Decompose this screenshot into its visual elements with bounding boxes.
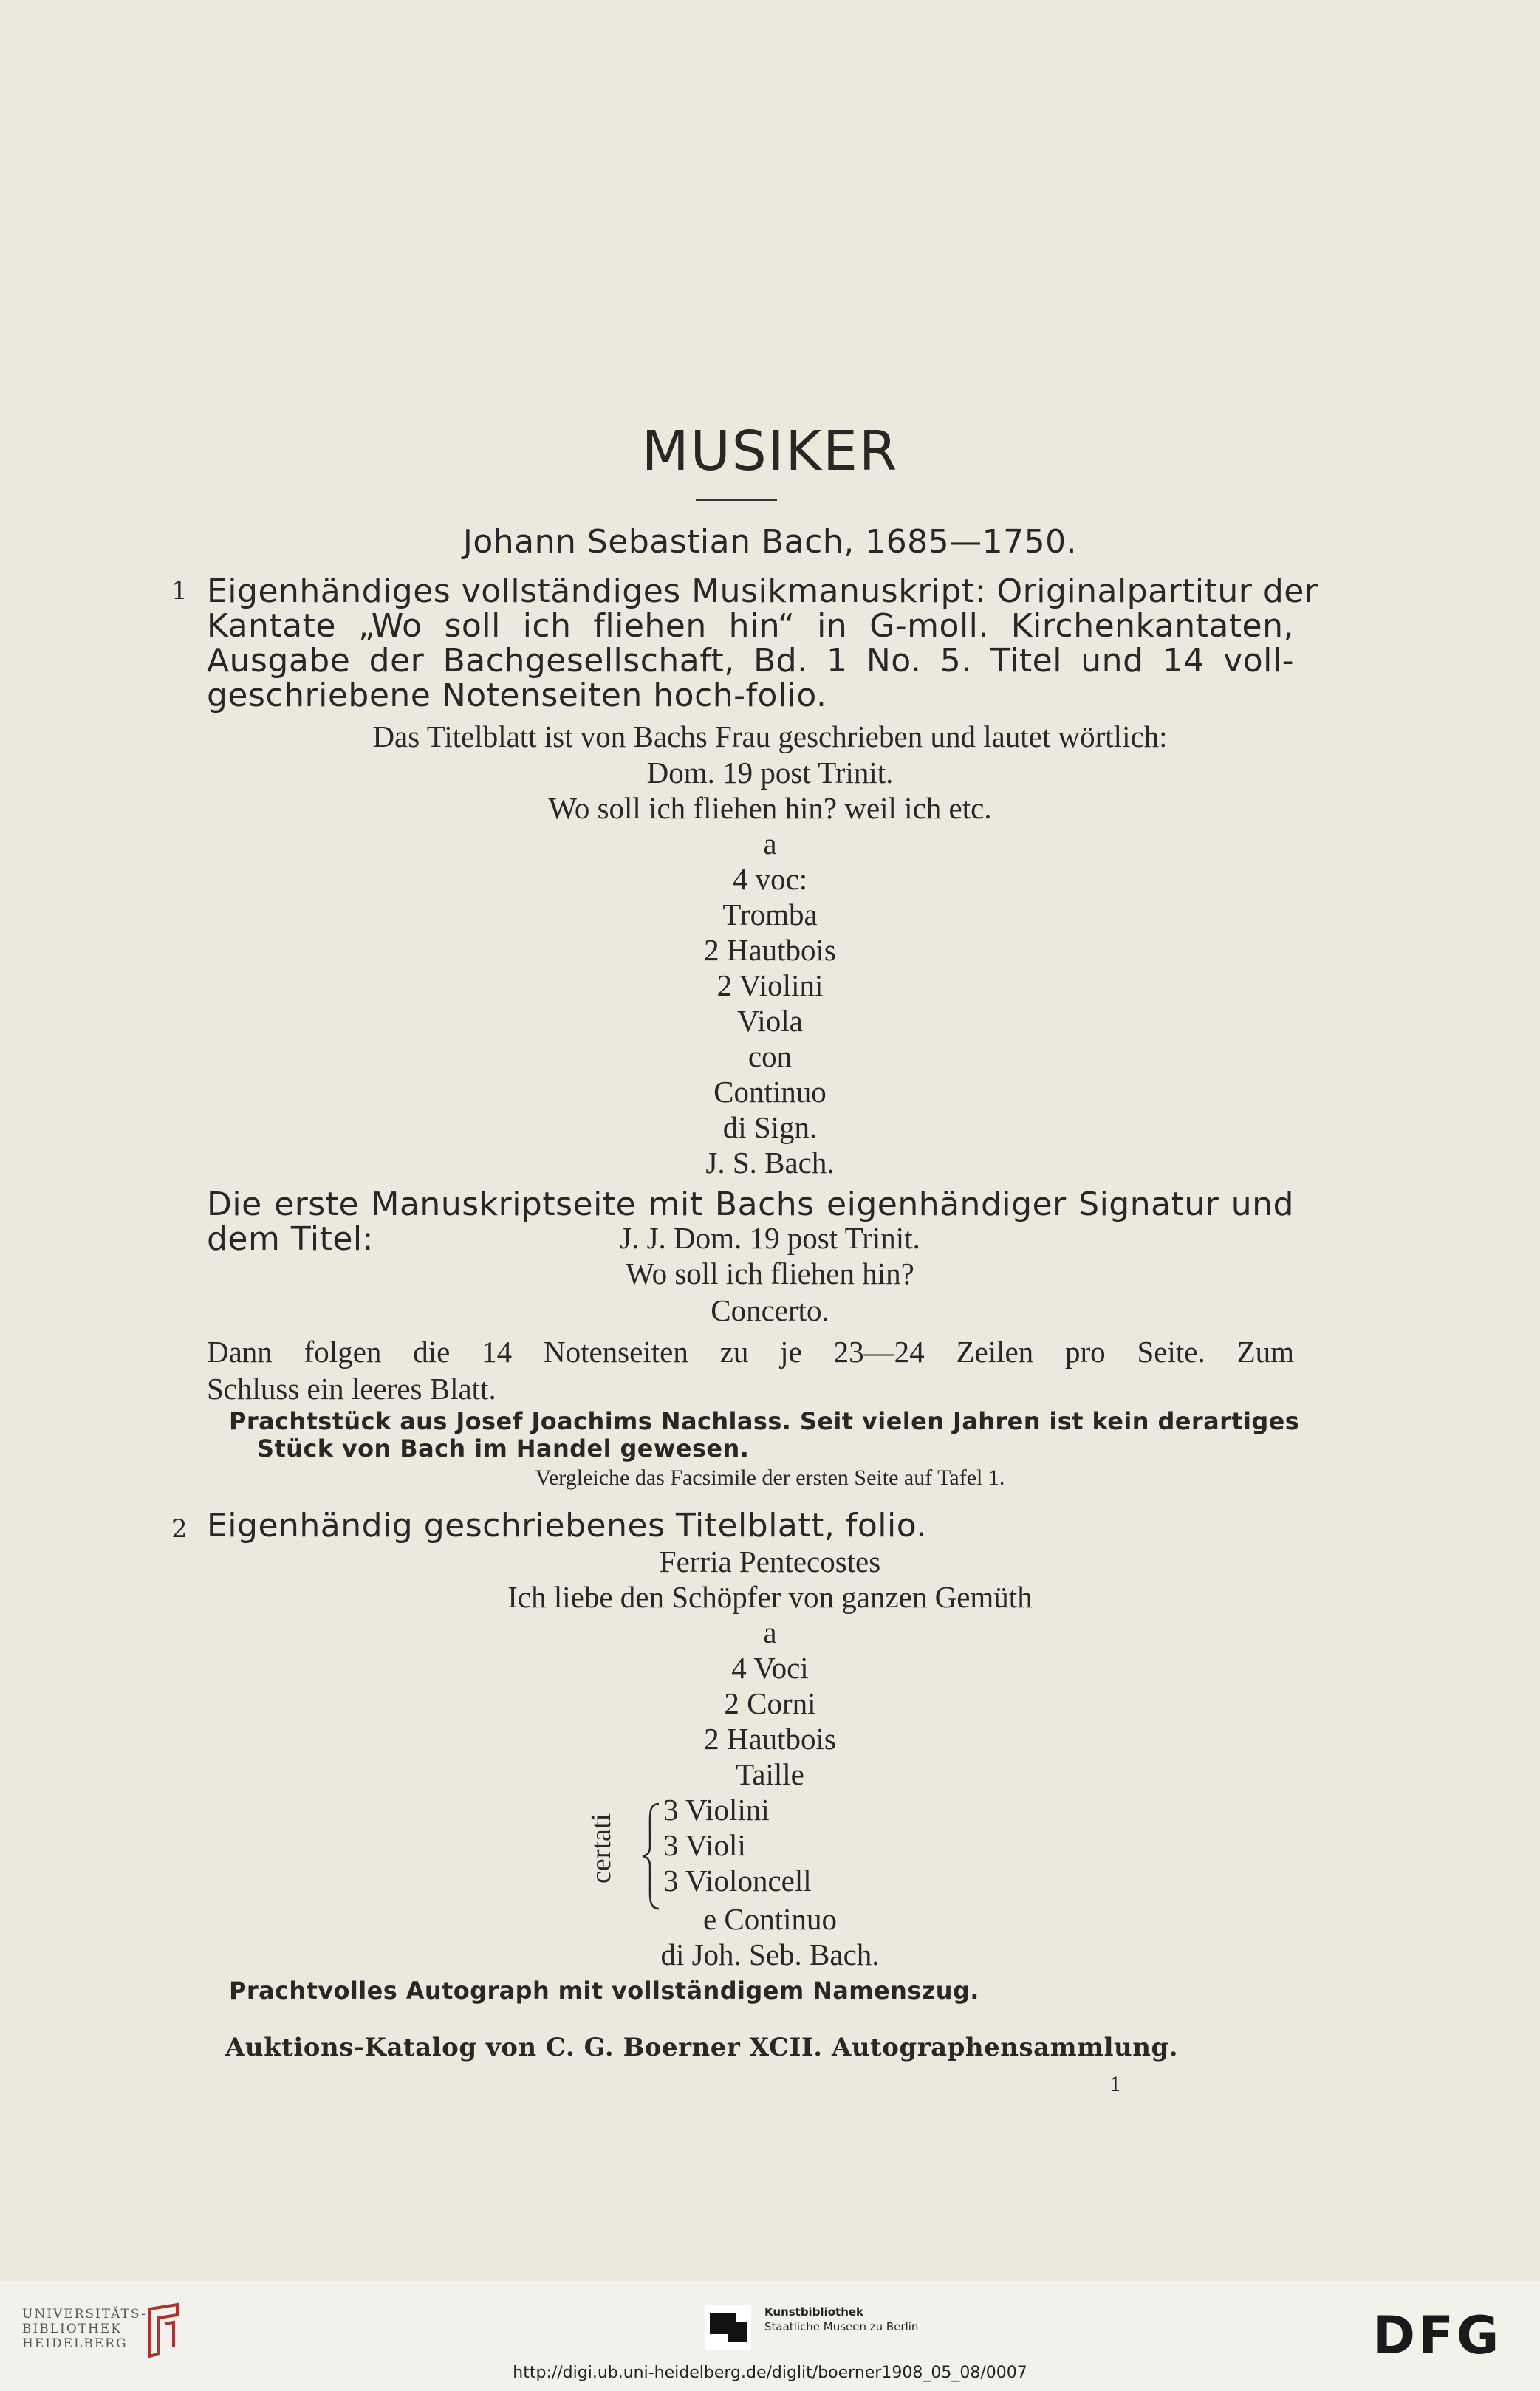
- lot-2-title-line: Ferria Pentecostes: [659, 1545, 881, 1578]
- title-page-line: con: [747, 1039, 793, 1073]
- catalog-footer: Auktions-Katalog von C. G. Boerner XCII. Autographensammlung.: [225, 2033, 1179, 2062]
- certati-item: 3 Violoncell: [663, 1864, 812, 1898]
- lot-2-heading: Eigenhändig geschriebenes Titelblatt, folio.: [207, 1507, 927, 1545]
- lot-2-title-line: 2 Hautbois: [704, 1722, 836, 1756]
- first-page-title-line: J. J. Dom. 19 post Trinit.: [620, 1221, 920, 1255]
- first-page-title-line: Concerto.: [711, 1293, 829, 1327]
- title-page-line: J. S. Bach.: [705, 1146, 835, 1180]
- lot-2-signature: di Joh. Seb. Bach.: [660, 1937, 880, 1971]
- title-page-line: 4 voc:: [732, 862, 808, 896]
- kunstbibliothek-label: [764, 2305, 918, 2334]
- lot-2-title-line: 2 Corni: [724, 1686, 816, 1720]
- provenance-note: Prachtstück aus Josef Joachims Nachlass. Seit vielen Jahren ist kein derartiges: [229, 1407, 1300, 1435]
- university-name-line: BIBLIOTHEK: [22, 2322, 122, 2336]
- certati-label: certati: [586, 1813, 617, 1884]
- kb-subtitle: Staatliche Museen zu Berlin: [764, 2320, 919, 2333]
- page-title: MUSIKER: [641, 420, 899, 483]
- lot-2-title-line: 4 Voci: [731, 1651, 809, 1685]
- certati-item: 3 Violini: [663, 1793, 770, 1827]
- digitization-footer: [0, 2281, 1540, 2391]
- lot-1-heading-line: Ausgabe der Bachgesellschaft, Bd. 1 No. 5. Titel und 14 voll-: [207, 642, 1294, 680]
- composer-heading: Johann Sebastian Bach, 1685—1750.: [462, 523, 1078, 561]
- lot-2-title-line: Taille: [736, 1757, 804, 1791]
- lot-2-note: Prachtvolles Autograph mit vollständigem Namenszug.: [229, 1977, 979, 2005]
- lot-2-closing: e Continuo: [702, 1902, 838, 1936]
- title-divider: [696, 499, 777, 501]
- university-library-logo: [22, 2307, 147, 2351]
- facsimile-reference: Vergleiche das Facsimile der ersten Seite auf Tafel 1.: [535, 1465, 1005, 1490]
- university-name-line: UNIVERSITÄTS-: [22, 2307, 147, 2322]
- title-page-line: Continuo: [713, 1075, 827, 1109]
- title-page-line: Viola: [737, 1004, 803, 1038]
- dfg-text: DFG: [1372, 2305, 1502, 2366]
- certati-brace: [640, 1801, 662, 1912]
- lot-1-heading-line: geschriebene Notenseiten hoch-folio.: [207, 677, 827, 714]
- lot-number-2: 2: [171, 1514, 188, 1544]
- lot-1-intro: Das Titelblatt ist von Bachs Frau geschrieben und lautet wörtlich:: [372, 719, 1168, 753]
- dfg-logo: [1372, 2305, 1520, 2366]
- first-page-title-line: Wo soll ich fliehen hin?: [626, 1256, 914, 1290]
- page-number: 1: [1109, 2074, 1122, 2096]
- lot-number-1: 1: [171, 576, 188, 606]
- university-name-line: HEIDELBERG: [22, 2336, 128, 2351]
- first-page-heading-2: dem Titel:: [207, 1220, 374, 1258]
- provenance-note-2: Stück von Bach im Handel gewesen.: [257, 1434, 750, 1463]
- kunstbibliothek-logo-icon: [705, 2305, 751, 2350]
- title-page-line: 2 Hautbois: [704, 933, 836, 967]
- source-url[interactable]: http://digi.ub.uni-heidelberg.de/diglit/boerner1908_05_08/0007: [513, 2364, 1027, 2382]
- title-page-line: Wo soll ich fliehen hin? weil ich etc.: [548, 791, 992, 825]
- title-page-line: Tromba: [722, 897, 818, 931]
- kb-name: Kunstbibliothek: [764, 2305, 864, 2319]
- lot-2-title-line: a: [763, 1615, 777, 1649]
- title-page-line: 2 Violini: [716, 968, 824, 1002]
- lot-1-heading-line: Kantate „Wo soll ich fliehen hin“ in G-moll. Kirchenkantaten,: [207, 607, 1294, 645]
- first-page-heading: Die erste Manuskriptseite mit Bachs eigenhändiger Signatur und: [207, 1186, 1294, 1223]
- university-mark-icon: [144, 2302, 185, 2361]
- lot-1-heading-line: Eigenhändiges vollständiges Musikmanuskript: Originalpartitur der: [207, 572, 1318, 610]
- follow-text-2: Schluss ein leeres Blatt.: [207, 1372, 496, 1406]
- lot-2-title-line: Ich liebe den Schöpfer von ganzen Gemüth: [507, 1580, 1033, 1614]
- title-page-line: di Sign.: [722, 1110, 818, 1144]
- title-page-line: Dom. 19 post Trinit.: [646, 756, 894, 790]
- certati-item: 3 Violi: [663, 1828, 746, 1862]
- follow-text: Dann folgen die 14 Notenseiten zu je 23—24 Zeilen pro Seite. Zum: [207, 1335, 1294, 1369]
- title-page-line: a: [763, 827, 777, 861]
